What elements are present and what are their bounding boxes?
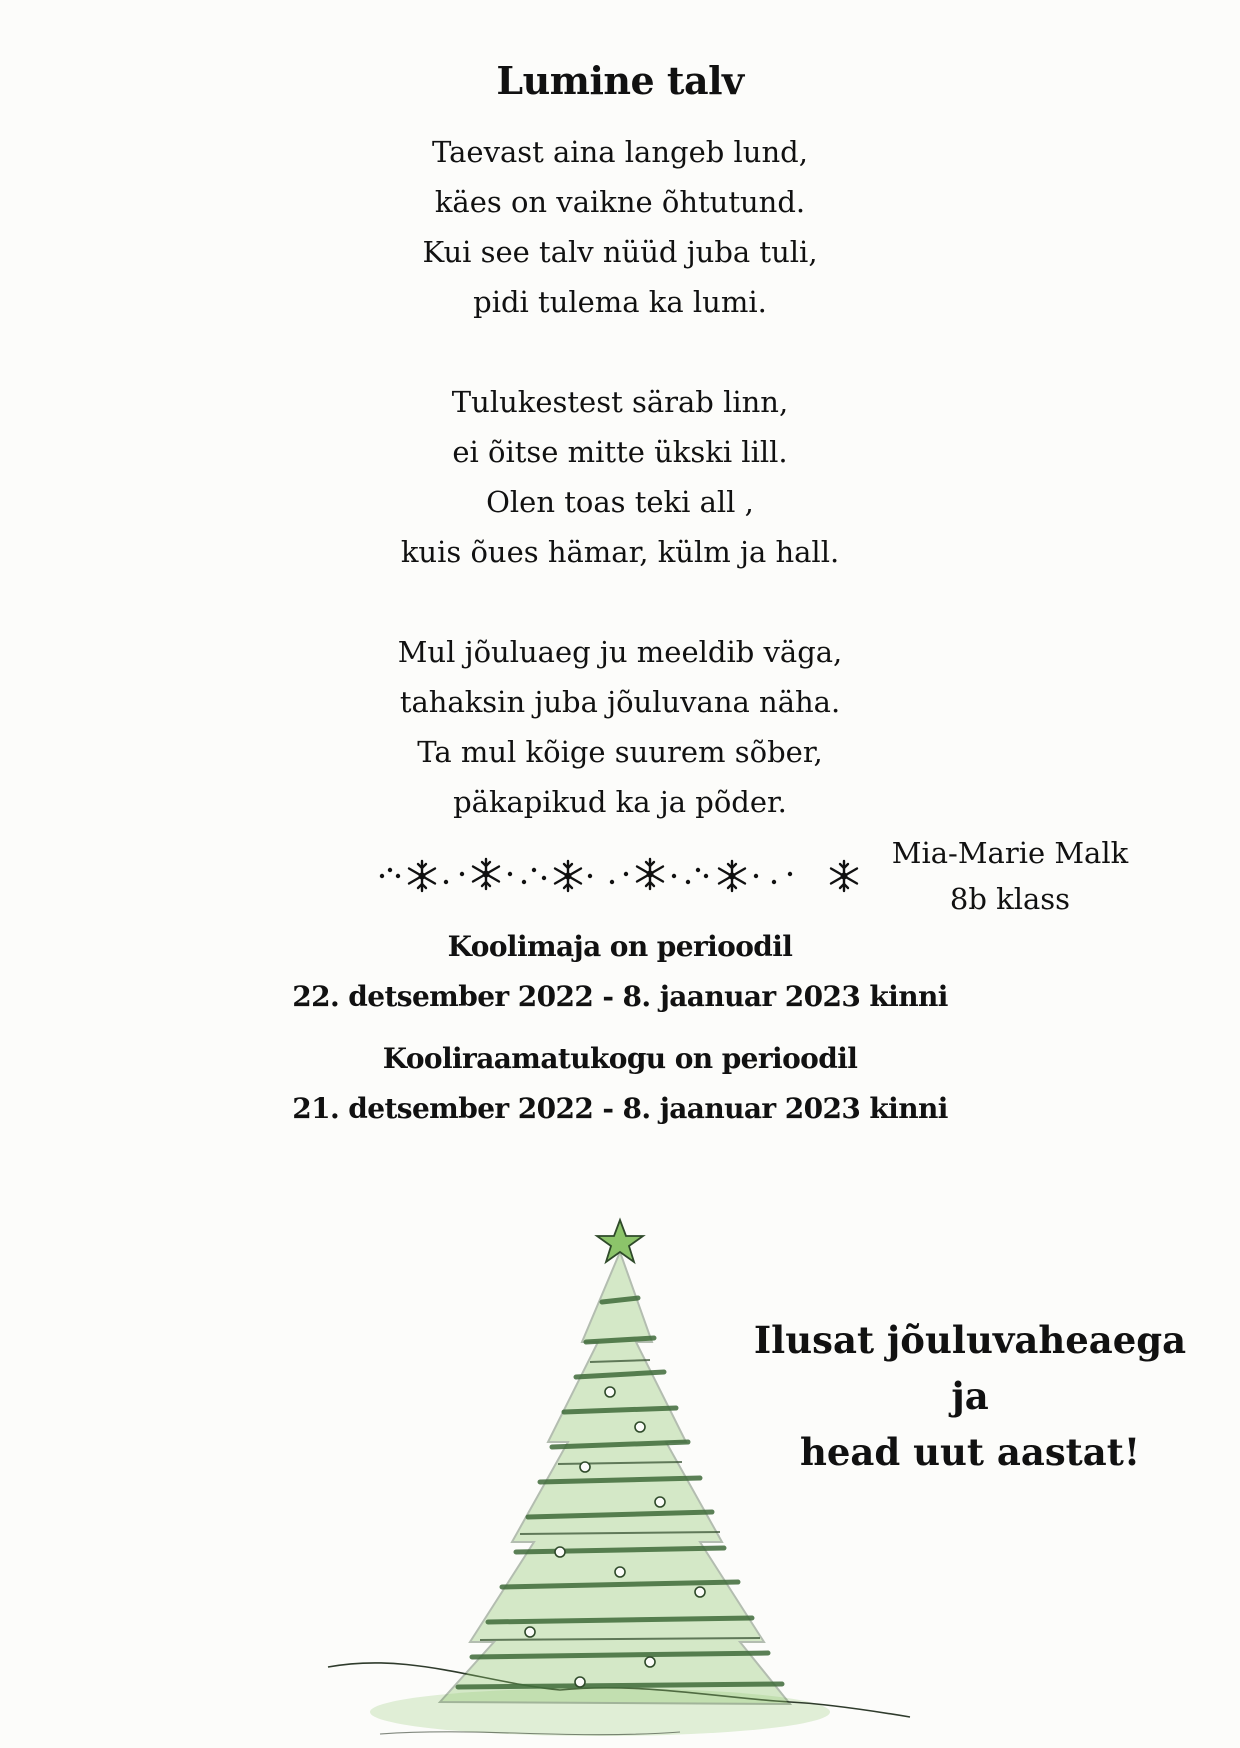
poem-line: tahaksin juba jõuluvana näha. (399, 685, 841, 719)
poem-line: Kui see talv nüüd juba tuli, (422, 235, 818, 269)
school-closure-dates: 22. detsember 2022 - 8. jaanuar 2023 kinni (292, 980, 948, 1013)
poem-author (880, 830, 1140, 922)
poem-line: ei õitse mitte ükski lill. (452, 435, 788, 469)
greeting-line: Ilusat jõuluvaheaega ja (753, 1318, 1187, 1418)
poem-stanza (0, 627, 1240, 827)
greeting-line: head uut aastat! (799, 1430, 1141, 1474)
poem-stanza (0, 127, 1240, 327)
poem-line: Mul jõuluaeg ju meeldib väga, (397, 635, 843, 669)
poem-line: pidi tulema ka lumi. (473, 285, 767, 319)
library-closure-heading: Kooliraamatukogu on perioodil (382, 1042, 858, 1075)
christmas-tree-illustration (320, 1212, 920, 1748)
author-class: 8b klass (949, 882, 1071, 916)
poem-title: Lumine talv (496, 58, 744, 103)
poem-body (0, 127, 1240, 877)
poem-line: Tulukestest särab linn, (451, 385, 789, 419)
holiday-greeting (740, 1312, 1200, 1480)
poem-stanza (0, 377, 1240, 577)
library-closure-dates: 21. detsember 2022 - 8. jaanuar 2023 kinni (292, 1092, 948, 1125)
school-closure-heading: Koolimaja on perioodil (447, 930, 793, 963)
poem-line: Ta mul kõige suurem sõber, (417, 735, 823, 769)
poem-line: Olen toas teki all , (486, 485, 754, 519)
poem-line: päkapikud ka ja põder. (453, 785, 787, 819)
school-closure-notice (0, 922, 1240, 1022)
author-name: Mia-Marie Malk (891, 836, 1129, 870)
snowflake-divider-icon (376, 852, 862, 896)
poem-line: Taevast aina langeb lund, (432, 135, 808, 169)
poem-line: käes on vaikne õhtutund. (434, 185, 806, 219)
library-closure-notice (0, 1034, 1240, 1134)
poem-line: kuis õues hämar, külm ja hall. (400, 535, 840, 569)
